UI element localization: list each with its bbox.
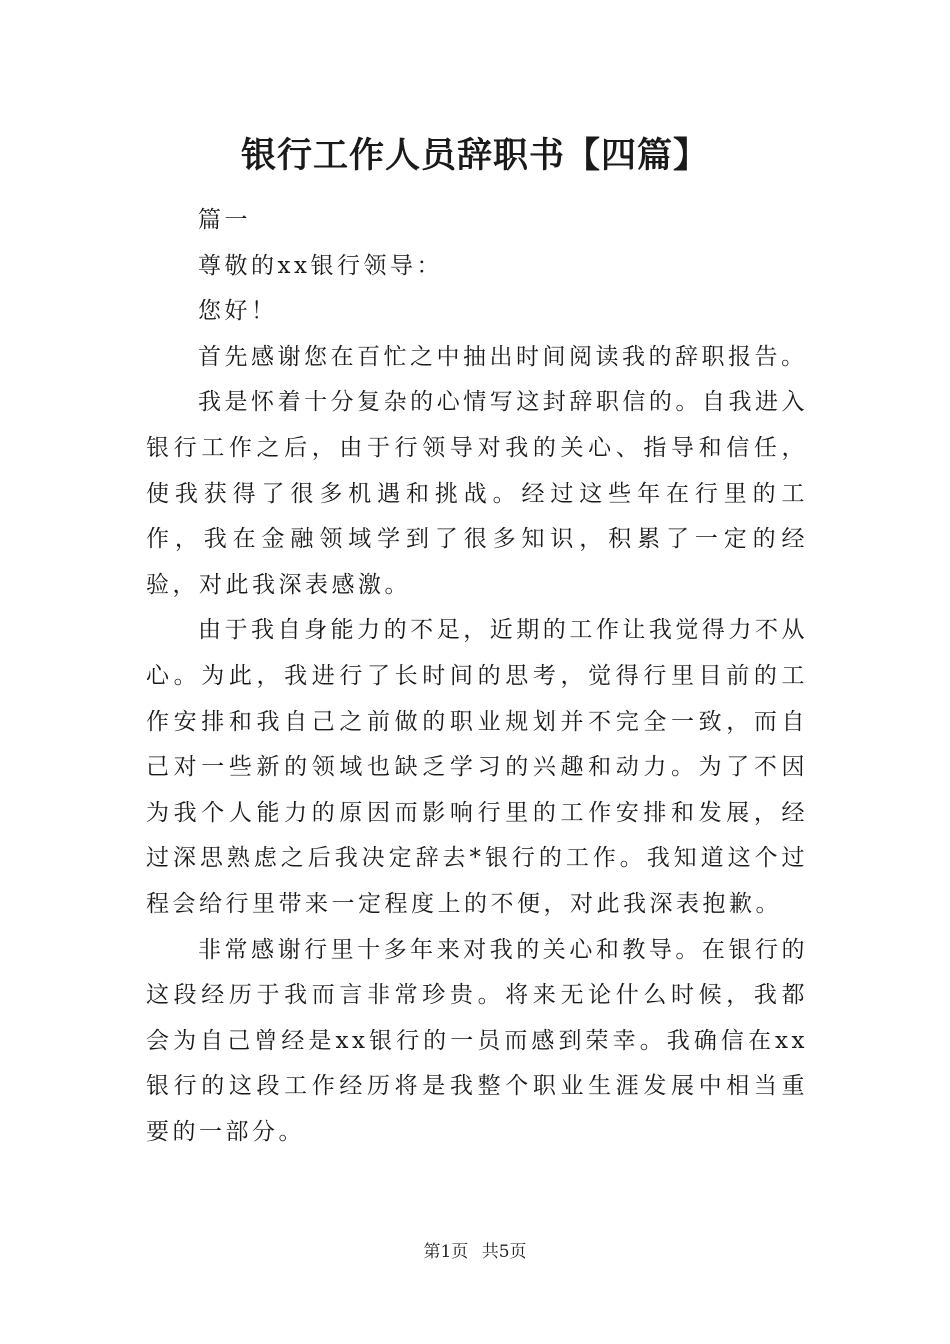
document-body [146,198,808,1155]
section-heading: 篇一 [198,207,251,233]
paragraph: 我是怀着十分复杂的心情写这封辞职信的。自我进入银行工作之后，由于行领导对我的关心、指导和信任，使我获得了很多机遇和挑战。经过这些年在行里的工作，我在金融领域学到了很多知识，积累了一定的经验，对此我深表感激。 [146,389,808,598]
page-footer [0,1240,950,1264]
page-title: 银行工作人员辞职书【四篇】 [240,135,709,176]
page-total: 共5页 [481,1242,527,1262]
paragraph: 首先感谢您在百忙之中抽出时间阅读我的辞职报告。 [198,343,808,370]
page-number: 第1页 [423,1242,469,1262]
paragraph: 由于我自身能力的不足，近期的工作让我觉得力不从心。为此，我进行了长时间的思考，觉得行里目前的工作安排和我自己之前做的职业规划并不完全一致，而自己对一些新的领域也缺乏学习的兴趣和动力。为了不因为我个人能力的原因而影响行里的工作安排和发展，经过深思熟虑之后我决定辞去*银行的工作。我知道这个过程会给行里带来一定程度上的不便，对此我深表抱歉。 [146,617,808,917]
greeting: 您好！ [198,298,278,325]
paragraph: 非常感谢行里十多年来对我的关心和教导。在银行的这段经历于我而言非常珍贵。将来无论什么时候，我都会为自己曾经是xx银行的一员而感到荣幸。我确信在xx银行的这段工作经历将是我整个职业生涯发展中相当重要的一部分。 [146,936,808,1145]
salutation: 尊敬的xx银行领导： [198,252,443,279]
